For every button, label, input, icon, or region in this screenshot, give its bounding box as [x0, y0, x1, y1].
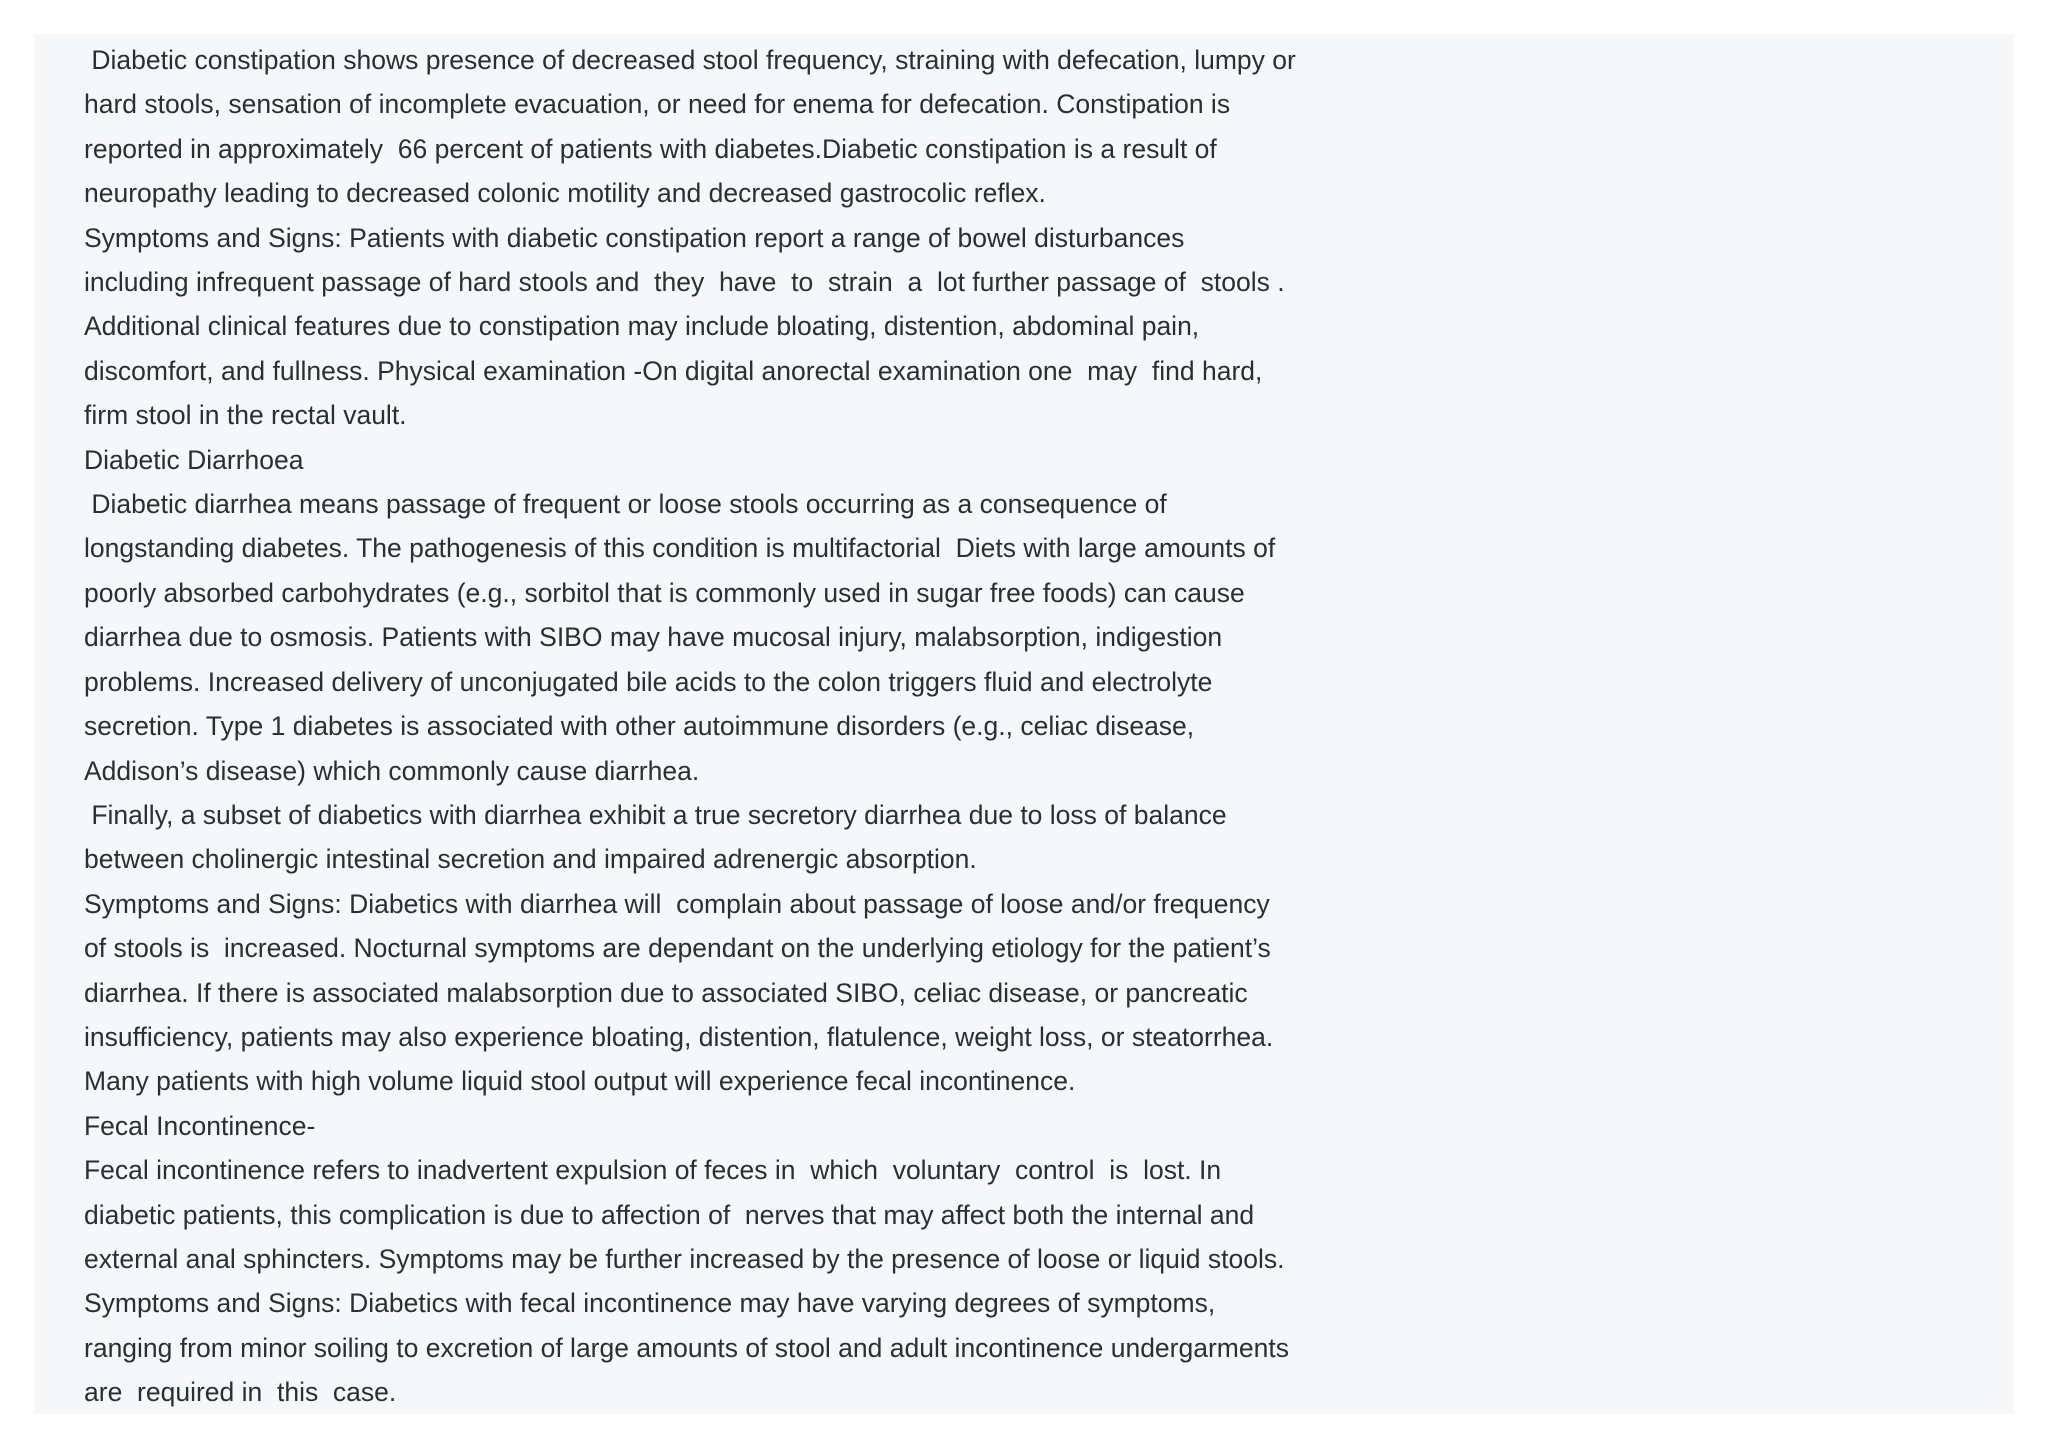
- document-page: [34, 34, 2014, 1414]
- text-line: diarrhea due to osmosis. Patients with SIBO may have mucosal injury, malabsorption, indigestion: [84, 622, 1223, 653]
- text-line: Many patients with high volume liquid stool output will experience fecal incontinence.: [84, 1066, 1076, 1097]
- text-line: external anal sphincters. Symptoms may be further increased by the presence of loose or liquid stools.: [84, 1243, 1285, 1274]
- text-line: diabetic patients, this complication is due to affection of nerves that may affect both the internal and: [84, 1199, 1255, 1230]
- text-line: secretion. Type 1 diabetes is associated with other autoimmune disorders (e.g., celiac disease,: [84, 711, 1195, 742]
- text-line: Finally, a subset of diabetics with diarrhea exhibit a true secretory diarrhea due to loss of balance: [84, 799, 1227, 830]
- text-line: problems. Increased delivery of unconjugated bile acids to the colon triggers fluid and electrolyte: [84, 666, 1213, 697]
- text-line: hard stools, sensation of incomplete evacuation, or need for enema for defecation. Constipation is: [84, 89, 1231, 120]
- text-line: Diabetic constipation shows presence of decreased stool frequency, straining with defecation, lumpy or: [84, 45, 1296, 75]
- text-line: reported in approximately 66 percent of patients with diabetes.Diabetic constipation is a result of: [84, 133, 1217, 164]
- text-line: discomfort, and fullness. Physical examination -On digital anorectal examination one may find hard,: [84, 355, 1263, 386]
- text-line: between cholinergic intestinal secretion and impaired adrenergic absorption.: [84, 844, 977, 875]
- section-heading: Diabetic Diarrhoea: [84, 444, 304, 475]
- text-line: neuropathy leading to decreased colonic motility and decreased gastrocolic reflex.: [84, 178, 1046, 209]
- text-line: including infrequent passage of hard stools and they have to strain a lot further passage of stools .: [84, 267, 1285, 298]
- document-text: [84, 38, 1414, 1415]
- text-line: Symptoms and Signs: Diabetics with diarrhea will complain about passage of loose and/or frequency: [84, 888, 1270, 919]
- text-line: Symptoms and Signs: Diabetics with fecal incontinence may have varying degrees of symptoms,: [84, 1288, 1216, 1319]
- text-line: Fecal incontinence refers to inadvertent expulsion of feces in which voluntary control is lost. In: [84, 1155, 1222, 1186]
- text-line: longstanding diabetes. The pathogenesis of this condition is multifactorial Diets with large amounts of: [84, 533, 1276, 564]
- text-line: firm stool in the rectal vault.: [84, 400, 407, 431]
- text-line: poorly absorbed carbohydrates (e.g., sorbitol that is commonly used in sugar free foods) can cause: [84, 577, 1245, 608]
- text-line: Diabetic diarrhea means passage of frequent or loose stools occurring as a consequence of: [84, 489, 1167, 520]
- text-line: insufficiency, patients may also experience bloating, distention, flatulence, weight loss, or steatorrhea.: [84, 1021, 1274, 1052]
- section-heading: Fecal Incontinence-: [84, 1110, 316, 1141]
- text-line: are required in this case.: [84, 1377, 397, 1408]
- text-line: Additional clinical features due to constipation may include bloating, distention, abdominal pain,: [84, 311, 1200, 342]
- text-line: of stools is increased. Nocturnal symptoms are dependant on the underlying etiology for the patient’s: [84, 933, 1271, 964]
- text-line: diarrhea. If there is associated malabsorption due to associated SIBO, celiac disease, or pancreatic: [84, 977, 1248, 1008]
- text-line: Symptoms and Signs: Patients with diabetic constipation report a range of bowel disturbances: [84, 222, 1185, 253]
- text-line: ranging from minor soiling to excretion of large amounts of stool and adult incontinence undergarments: [84, 1332, 1289, 1363]
- text-line: Addison’s disease) which commonly cause diarrhea.: [84, 755, 700, 786]
